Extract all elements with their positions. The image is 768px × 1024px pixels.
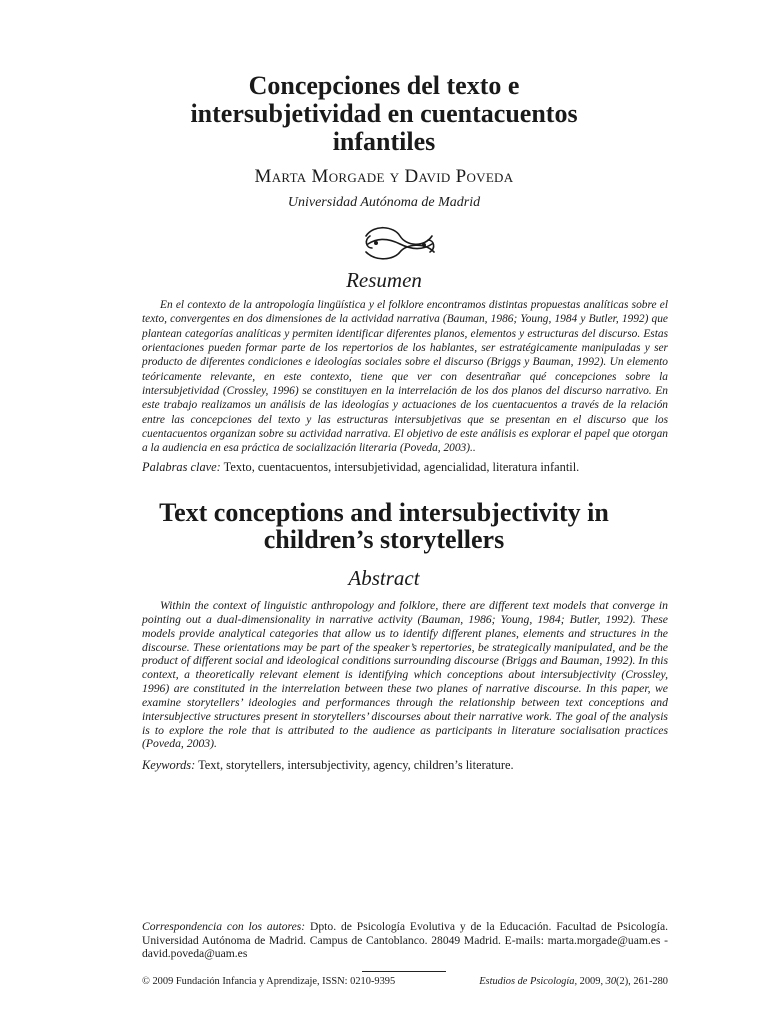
- spanish-keywords: [142, 460, 668, 475]
- spanish-title: [110, 72, 658, 156]
- spanish-title-line: Concepciones del texto e: [248, 71, 520, 100]
- authors: Marta Morgade y David Poveda: [254, 166, 514, 187]
- spanish-title-line: intersubjetividad en cuentacuentos: [190, 99, 578, 128]
- correspondence-text: Dpto. de Psicología Evolutiva y de la Educación. Facultad de Psicología. Universidad Autónoma de Madrid. Campus de Cantoblanco. 28049 Madrid. E-mails: marta.morgade@uam.es - david.poveda@uam.es: [142, 920, 668, 960]
- abstract-body: Within the context of linguistic anthropology and folklore, there are different text models that converge in pointing out a dual-dimensionality in narrative activity (Bauman, 1986; Young, 1984; Butler, 1992). These models provide analytical categories that allow us to identify different planes, elements and structures in the discourse. These orientations may be part of the speaker’s repertories, be strategically manipulated, and be the product of different social and ideological conditions surrounding discourse (Briggs and Bauman, 1992). In this context, a theoretically relevant element is identifying which conceptions about intersubjectivity (Crossley, 1996) are constituted in the interrelation between these two planes of narrative discourse. In this paper, we examine storytellers’ ideologies and performances through the relationship between text conceptions and intersubjective structures present in storytellers’ discourses about their narrative work. The goal of the analysis is to explore the role that is attributed to the audience as participants in literature socialisation practices (Poveda, 2003).: [142, 599, 668, 751]
- journal-citation: [479, 976, 668, 987]
- footer-divider: [362, 971, 446, 972]
- journal-volume: 30: [605, 976, 617, 987]
- correspondence-note: [142, 920, 668, 961]
- spanish-title-line: infantiles: [332, 127, 436, 156]
- resumen-heading: Resumen: [346, 268, 422, 292]
- spanish-keywords-label: Palabras clave:: [142, 460, 221, 474]
- copyright-line: © 2009 Fundación Infancia y Aprendizaje, ISSN: 0210-9395: [142, 976, 396, 987]
- english-keywords-text: Text, storytellers, intersubjectivity, agency, children’s literature.: [198, 758, 514, 772]
- english-title-line: children’s storytellers: [263, 525, 505, 554]
- fleuron-ornament-icon: [360, 222, 440, 264]
- correspondence-label: Correspondencia con los autores:: [142, 920, 306, 933]
- journal-name: Estudios de Psicología,: [479, 976, 578, 987]
- abstract-heading: Abstract: [348, 566, 420, 590]
- affiliation: Universidad Autónoma de Madrid: [287, 195, 481, 210]
- spanish-keywords-text: Texto, cuentacuentos, intersubjetividad, agencialidad, literatura infantil.: [223, 460, 580, 474]
- resumen-body: En el contexto de la antropología lingüística y el folklore encontramos distintas propuestas analíticas sobre el texto, convergentes en dos dimensiones de la actividad narrativa (Bauman, 1986; Young, 1984 y Butler, 1992) que plantean categorías analíticas y permiten identificar diferentes planos, elementos y estructuras del discurso. Estas orientaciones pueden formar parte de los repertorios de los hablantes, ser estratégicamente manipuladas y ser producto de diferentes condiciones e ideologías sociales sobre el discurso (Briggs y Bauman, 1992). Un elemento teóricamente relevante, en este contexto, tiene que ver con desentrañar qué concepciones sobre la intersubjetividad (Crossley, 1996) se constituyen en la interrelación de los dos planos del discurso narrativo. En este trabajo realizamos un análisis de las ideologías y actuaciones de los cuentacuentos a través de la relación entre las concepciones del texto y las estructuras intersubjetivas que se presentan en el discurso que los cuentacuentos organizan sobre su actividad narrativa. El objetivo de este análisis es explorar el papel que otorgan a la audiencia en esa práctica de socialización literaria (Poveda, 2003)..: [142, 299, 668, 455]
- journal-year: 2009,: [579, 976, 604, 987]
- english-title-line: Text conceptions and intersubjectivity in: [159, 498, 609, 527]
- english-keywords-label: Keywords:: [142, 758, 196, 772]
- journal-issue-pages: (2), 261-280: [616, 976, 668, 987]
- english-keywords: [142, 758, 668, 773]
- english-title: [110, 499, 658, 553]
